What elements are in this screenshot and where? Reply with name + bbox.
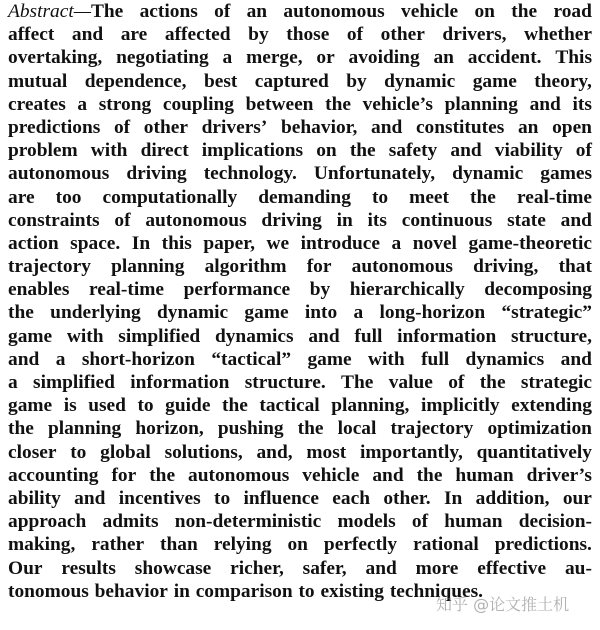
abstract-paragraph [8,0,592,603]
word: merge, [246,47,303,69]
word: effective [477,557,547,579]
text-line [8,46,592,69]
text-line [8,371,592,394]
word: creates [8,93,66,115]
word: an [433,47,454,69]
word: computationally [102,186,238,208]
word: full [421,348,450,370]
word: horizon, [135,418,204,440]
word: of [114,209,131,231]
word: this [161,232,192,254]
word: underlying [50,302,141,324]
word: affected [164,24,231,46]
word: In [443,487,463,509]
word: “strategic” [501,302,592,324]
word: direct [140,140,189,162]
word: to [371,186,389,208]
word: drivers, [442,24,507,46]
word: an [517,116,539,138]
word: planning [444,93,518,115]
word: information [130,372,230,393]
word: autonomous [8,163,110,185]
word: between [245,93,314,115]
word: and [71,24,104,46]
word: strategic [520,372,592,393]
word: perfectly [323,534,398,556]
word: and [560,348,592,370]
text-line [8,325,592,348]
word: the [8,418,34,440]
word: the [349,140,376,162]
word: we [266,232,290,254]
word: strong [98,93,152,115]
word: dynamic [452,163,524,185]
word: of [411,511,429,533]
word: and [372,464,404,486]
word: meet [409,186,449,208]
word: predictions [8,116,101,138]
word: to [137,395,154,417]
word: simplified [118,325,201,347]
word: closer [8,441,57,463]
word: comparison [195,580,293,602]
word: to [298,580,315,602]
word: This [555,47,592,69]
word: vehicle [302,464,360,486]
word: the [221,395,248,417]
word: most [306,441,347,463]
word: our [562,487,592,509]
word: and [8,348,40,370]
word: optimization [487,418,592,440]
text-line [8,70,592,93]
word: performance [183,279,291,301]
word: technology. [203,163,297,185]
word: a [77,93,88,115]
text-line [8,139,592,162]
word: and, [256,441,293,463]
word: actions [139,1,198,22]
word: real-time [516,186,592,208]
word: hierarchically [349,279,465,301]
word: planning [47,418,122,440]
word: on [316,140,337,162]
word: autonomous [283,1,385,22]
word: into [304,302,338,324]
word: algorithm [204,256,287,278]
word: demanding [258,186,351,208]
word: by [346,70,367,92]
word: for [306,256,332,278]
word: tonomous [8,580,89,602]
word: autonomous [188,464,290,486]
word: game-theoretic [468,232,592,254]
word: driver’s [526,464,592,486]
word: with [66,325,104,347]
word: and [560,209,592,231]
word: than [160,534,198,556]
word: short-horizon [81,348,195,370]
word: novel [412,232,457,254]
word: coupling [162,93,234,115]
word: decomposing [484,279,592,301]
word: and [308,325,340,347]
word: importantly, [359,441,463,463]
word: with [90,140,128,162]
word: of [575,140,592,162]
text-line [8,116,592,139]
word: and [371,116,403,138]
word: trajectory [8,256,91,278]
word: game [472,70,517,92]
text-line [8,557,592,580]
word: a [222,47,233,69]
word: paper, [203,232,255,254]
word: ability [8,487,61,509]
word: safety [388,140,438,162]
word: quantitatively [476,441,592,463]
word: accident. [467,47,542,69]
word: the [8,302,34,324]
word: constitutes [415,116,505,138]
word: state [507,209,546,231]
word: local [337,418,377,440]
word: decision- [518,511,592,533]
word: real-time [88,279,164,301]
word: the [297,418,324,440]
word: dynamic [384,70,456,92]
word: dynamics [214,325,294,347]
word: relying [213,534,272,556]
word: best [203,70,238,92]
word: models [337,511,396,533]
word: in [336,209,353,231]
word: influence [243,487,319,509]
word: avoiding [348,47,420,69]
word: those [286,24,330,46]
word: action [8,232,59,254]
word: the [149,464,176,486]
watermark: 知乎 @论文推土机 [436,595,570,614]
word: rational [413,534,479,556]
word: addition, [475,487,550,509]
word: introduce [300,232,380,254]
word: game [8,395,53,417]
word: Abstract—The [8,1,124,22]
word: more [415,557,459,579]
word: a [55,348,66,370]
word: planning [111,256,185,278]
word: on [287,534,308,556]
word: of [448,372,465,393]
word: behavior [94,580,168,602]
word: The [341,372,374,393]
word: Unfortunately, [313,163,436,185]
word: dependence, [84,70,187,92]
word: each [332,487,370,509]
word: and [450,140,482,162]
text-line [8,394,592,417]
text-line [8,186,592,209]
word: admits [102,511,159,533]
word: information [397,325,497,347]
word: driving, [473,256,539,278]
word: the [511,1,538,22]
word: affect [8,24,55,46]
word: or [316,47,335,69]
word: road [553,1,592,22]
word: to [70,441,87,463]
word: driving [126,163,187,185]
word: to [214,487,231,509]
word: its [572,93,592,115]
word: drivers’ [201,116,268,138]
word: and [529,93,561,115]
word: other. [383,487,431,509]
text-line [8,464,592,487]
word: in [173,580,190,602]
word: implicitly [420,395,500,417]
word: guide [165,395,211,417]
word: driving [261,209,322,231]
word: planning, [331,395,410,417]
word: pushing [217,418,284,440]
word: accounting [8,464,99,486]
word: overtaking, [8,47,103,69]
word: is [63,395,77,417]
word: the [416,464,443,486]
word: used [88,395,126,417]
word: by [309,279,331,301]
word: techniques. [389,580,484,602]
word: the [325,93,351,115]
word: that [558,256,592,278]
word: for [111,464,137,486]
word: a [353,302,364,324]
word: and [365,557,397,579]
text-line [8,510,592,533]
word: tactical [259,395,320,417]
abstract-heading: Abstract— [8,1,91,22]
word: other [380,24,425,46]
word: games [540,163,592,185]
word: viability [494,140,563,162]
text-line [8,533,592,556]
word: theory, [534,70,592,92]
text-line [8,278,592,301]
word: the [470,186,496,208]
word: captured [254,70,329,92]
word: of [214,1,231,22]
word: extending [511,395,592,417]
word: simplified [33,372,115,393]
word: “tactical” [211,348,292,370]
text-line [8,255,592,278]
word: whether [524,24,592,46]
word: other [143,116,188,138]
word: safer, [302,557,347,579]
word: richer, [230,557,284,579]
word: au- [564,557,592,579]
word: game [307,348,352,370]
text-line [8,348,592,371]
word: by [248,24,269,46]
word: trajectory [390,418,474,440]
word: implications [201,140,304,162]
word: problem [8,140,78,162]
text-line [8,162,592,185]
text-line [8,441,592,464]
word: its [367,209,387,231]
word: an [246,1,268,22]
word: open [552,116,592,138]
word: non-deterministic [174,511,322,533]
text-line [8,301,592,324]
word: Our [8,557,43,579]
text-line [8,0,592,23]
word: are [8,186,35,208]
text-line [8,93,592,116]
word: vehicle’s [362,93,433,115]
word: full [354,325,383,347]
text-line [8,232,592,255]
word: approach [8,511,87,533]
word: on [474,1,495,22]
word: autonomous [145,209,247,231]
word: In [131,232,151,254]
word: structure. [244,372,326,393]
word: autonomous [351,256,453,278]
word: existing [320,580,384,602]
word: global [100,441,151,463]
word: dynamic [157,302,229,324]
word: solutions, [164,441,243,463]
word: space. [70,232,121,254]
word: long-horizon [379,302,486,324]
word: of [113,116,131,138]
word: and [74,487,106,509]
word: constraints [8,209,100,231]
word: dynamics [465,348,545,370]
word: human [455,464,514,486]
word: human [444,511,503,533]
text-line [8,417,592,440]
word: of [346,24,364,46]
word: game [244,302,289,324]
text-line [8,23,592,46]
word: value [388,372,433,393]
word: showcase [134,557,212,579]
word: vehicle [401,1,459,22]
word: with [368,348,405,370]
text-line [8,209,592,232]
word: incentives [118,487,201,509]
word: negotiating [116,47,209,69]
word: a [391,232,402,254]
word: results [61,557,116,579]
word: a [8,372,18,393]
word: mutual [8,70,68,92]
word: game [8,325,53,347]
word: too [55,186,82,208]
word: continuous [401,209,493,231]
word: behavior, [281,116,358,138]
word: making, [8,534,76,556]
word: are [120,24,148,46]
word: enables [8,279,70,301]
word: structure, [511,325,592,347]
text-line [8,487,592,510]
word: the [479,372,506,393]
word: predictions. [494,534,592,556]
word: rather [91,534,145,556]
